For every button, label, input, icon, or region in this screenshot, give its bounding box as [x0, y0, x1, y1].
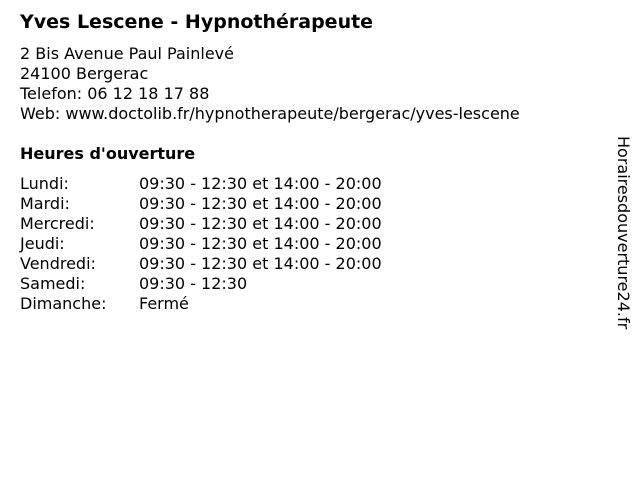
day-label: Vendredi: [20, 254, 96, 273]
phone-line: Telefon: 06 12 18 17 88 [20, 84, 210, 103]
day-label: Mercredi: [20, 214, 95, 233]
time-value: 09:30 - 12:30 et 14:00 - 20:00 [139, 254, 382, 273]
business-contact [20, 44, 520, 124]
day-label: Dimanche: [20, 294, 107, 313]
day-label: Samedi: [20, 274, 86, 293]
site-watermark: Horairesdouverture24.fr [614, 136, 633, 330]
business-name: Yves Lescene - Hypnothérapeute [20, 11, 374, 33]
day-label: Jeudi: [20, 234, 65, 253]
time-value: 09:30 - 12:30 et 14:00 - 20:00 [139, 194, 382, 213]
time-value: 09:30 - 12:30 et 14:00 - 20:00 [139, 214, 382, 233]
hours-heading: Heures d'ouverture [20, 144, 196, 163]
time-value: 09:30 - 12:30 et 14:00 - 20:00 [139, 174, 382, 193]
address-line-city: 24100 Bergerac [20, 64, 149, 83]
time-value: 09:30 - 12:30 [139, 274, 248, 293]
time-value: Fermé [139, 294, 189, 313]
day-label: Lundi: [20, 174, 69, 193]
web-line: Web: www.doctolib.fr/hypnotherapeute/bergerac/yves-lescene [20, 104, 520, 123]
day-label: Mardi: [20, 194, 70, 213]
address-line-street: 2 Bis Avenue Paul Painlevé [20, 44, 234, 63]
time-value: 09:30 - 12:30 et 14:00 - 20:00 [139, 234, 382, 253]
